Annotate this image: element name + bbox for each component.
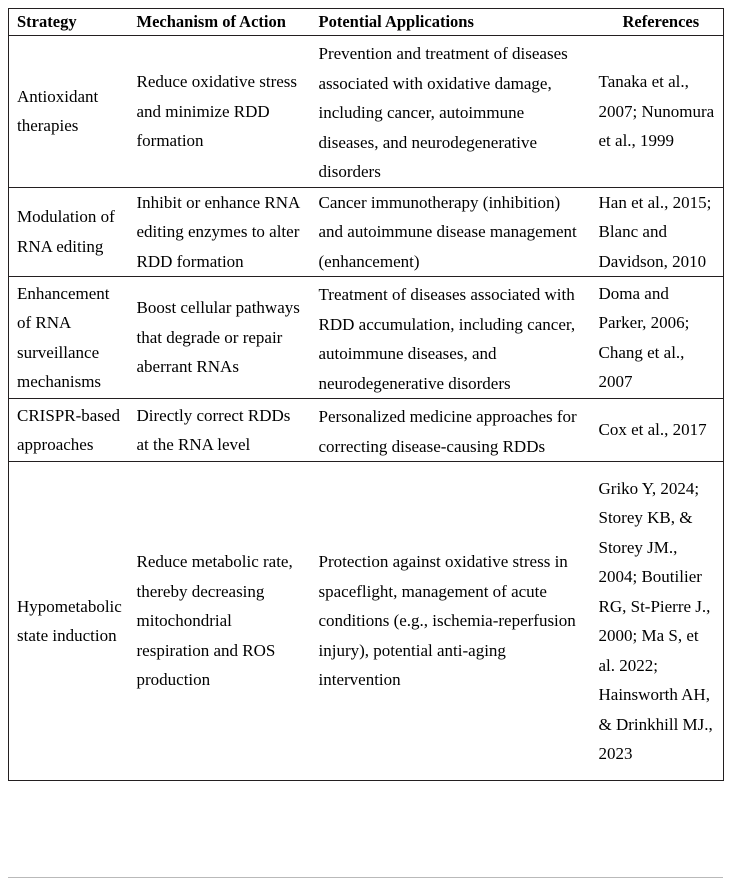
cell-mechanism [131,462,311,781]
cell-strategy [9,462,131,781]
cell-mechanism [131,187,311,277]
cell-text: Antioxidant therapies [17,86,99,136]
cell-text: Personalized medicine approaches for correcting disease-causing RDDs [318,407,577,456]
cell-text: Treatment of diseases associated with RDD accumulation, including cancer, autoimmune diseases, and neurodegenerative disorders [318,285,576,393]
cell-text: Reduce metabolic rate, thereby decreasing mitochondrial respiration and ROS production [136,552,293,690]
cell-text: Enhancement of RNA surveillance mechanisms [17,283,110,391]
cell-mechanism [131,277,311,399]
cell-strategy [9,399,131,462]
page-footer-rule [8,877,723,878]
column-header-strategy: Strategy [9,9,131,36]
cell-mechanism [131,399,311,462]
cell-references [591,399,724,462]
table-row [9,277,724,399]
cell-text: Doma and Parker, 2006; Chang et al., 2007 [598,283,690,391]
strategies-table [8,8,724,781]
cell-applications [311,187,591,277]
cell-applications [311,399,591,462]
cell-text: Directly correct RDDs at the RNA level [136,405,291,454]
cell-text: Protection against oxidative stress in spaceflight, management of acute conditions (e.g., ischemia-reperfusion injury), potential anti-aging intervention [318,552,576,690]
cell-text: Modulation of RNA editing [17,207,115,256]
cell-references [591,277,724,399]
cell-references [591,462,724,781]
cell-text: Cancer immunotherapy (inhibition) and autoimmune disease management (enhancement) [318,192,577,271]
cell-references [591,187,724,277]
table-header [9,9,724,36]
cell-mechanism [131,36,311,188]
cell-text: Boost cellular pathways that degrade or repair aberrant RNAs [136,298,300,377]
cell-strategy [9,36,131,188]
table-row [9,462,724,781]
cell-applications [311,36,591,188]
cell-references [591,36,724,188]
cell-text: Cox et al., 2017 [598,420,707,440]
cell-text: Prevention and treatment of diseases associated with oxidative damage, including cancer, autoimmune diseases, and neurodegenerative disorders [318,44,568,181]
cell-text: Han et al., 2015; Blanc and Davidson, 2010 [598,192,712,271]
cell-applications [311,277,591,399]
table-row [9,399,724,462]
cell-applications [311,462,591,781]
table-row [9,36,724,188]
cell-strategy [9,277,131,399]
cell-text: Reduce oxidative stress and minimize RDD formation [136,72,298,150]
column-header-applications: Potential Applications [311,9,591,36]
cell-text: Griko Y, 2024; Storey KB, & Storey JM., 2004; Boutilier RG, St-Pierre J., 2000; Ma S, et al. 2022; Hainsworth AH, & Drinkhill MJ., 2023 [598,478,713,763]
table-header-row [9,9,724,36]
column-header-mechanism: Mechanism of Action [131,9,311,36]
cell-text: CRISPR-based approaches [17,405,120,454]
cell-text: Inhibit or enhance RNA editing enzymes to alter RDD formation [136,192,300,271]
column-header-references: References [591,9,724,36]
cell-text: Hypometabolic state induction [17,596,122,645]
cell-text: Tanaka et al., 2007; Nunomura et al., 1999 [598,72,715,150]
table-body [9,36,724,781]
strategies-table-container [8,8,723,781]
cell-strategy [9,187,131,277]
table-row [9,187,724,277]
